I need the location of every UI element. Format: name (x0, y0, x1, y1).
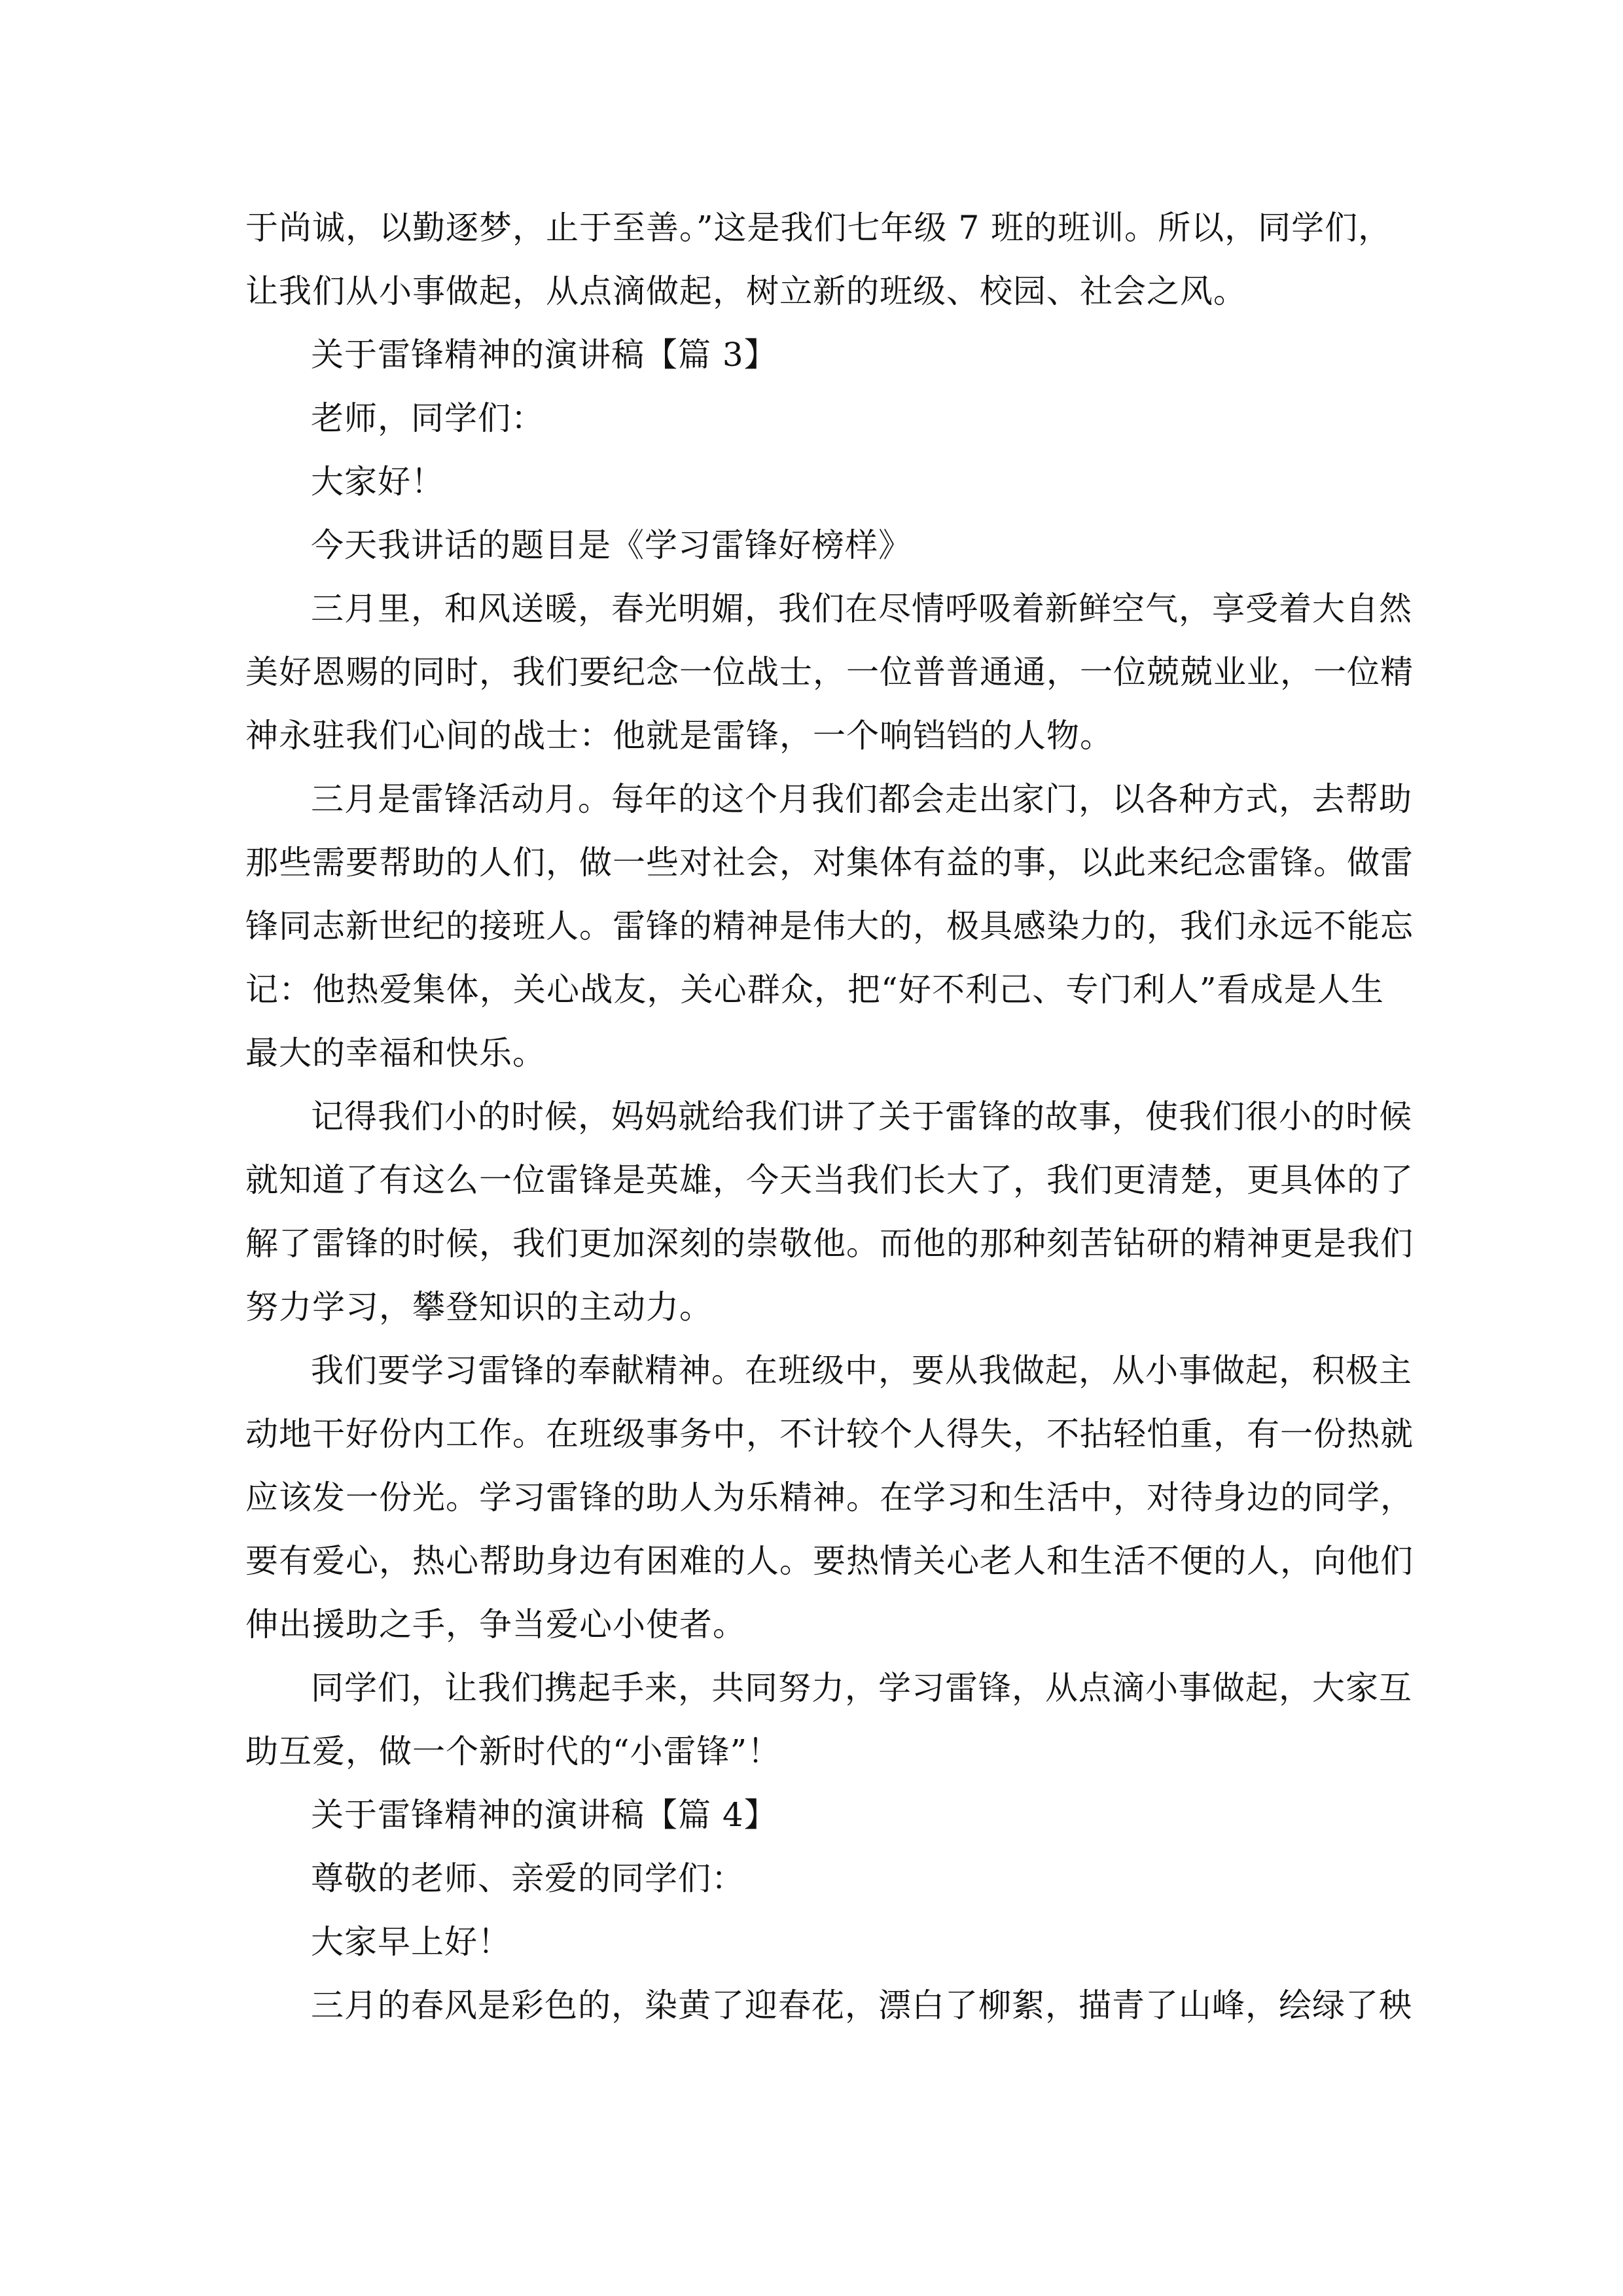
paragraph-line: 应该发一份光。学习雷锋的助人为乐精神。在学习和生活中，对待身边的同学， (245, 1479, 1414, 1516)
paragraph-line: 那些需要帮助的人们，做一些对社会，对集体有益的事，以此来纪念雷锋。做雷 (245, 844, 1414, 882)
paragraph-first-line: 同学们，让我们携起手来，共同努力，学习雷锋，从点滴小事做起，大家互 (311, 1669, 1412, 1707)
paragraph-line: 最大的幸福和快乐。 (245, 1034, 546, 1072)
paragraph-first-line: 我们要学习雷锋的奉献精神。在班级中，要从我做起，从小事做起，积极主 (311, 1352, 1412, 1390)
paragraph-first-line: 三月里，和风送暖，春光明媚，我们在尽情呼吸着新鲜空气，享受着大自然 (311, 590, 1412, 628)
paragraph-line: 伸出援助之手，争当爱心小使者。 (245, 1605, 746, 1643)
paragraph-line: 美好恩赐的同时，我们要纪念一位战士，一位普普通通，一位兢兢业业，一位精 (245, 653, 1414, 691)
paragraph-line: 让我们从小事做起，从点滴做起，树立新的班级、校园、社会之风。 (245, 272, 1247, 310)
paragraph-first-line: 关于雷锋精神的演讲稿【篇 4】 (311, 1796, 777, 1834)
paragraph-line: 神永驻我们心间的战士：他就是雷锋，一个响铛铛的人物。 (245, 717, 1113, 755)
paragraph-line: 于尚诚，以勤逐梦，止于至善。”这是我们七年级 7 班的班训。所以，同学们， (245, 209, 1392, 247)
paragraph-line: 解了雷锋的时候，我们更加深刻的崇敬他。而他的那种刻苦钻研的精神更是我们 (245, 1225, 1414, 1263)
paragraph-first-line: 老师，同学们： (311, 399, 544, 437)
paragraph-first-line: 今天我讲话的题目是《学习雷锋好榜样》 (311, 526, 912, 564)
paragraph-first-line: 大家早上好！ (311, 1923, 511, 1961)
paragraph-first-line: 尊敬的老师、亲爱的同学们： (311, 1859, 745, 1897)
paragraph-first-line: 大家好！ (311, 463, 444, 501)
paragraph-line: 记：他热爱集体，关心战友，关心群众，把“好不利己、专门利人”看成是人生 (245, 971, 1384, 1009)
paragraph-line: 努力学习，攀登知识的主动力。 (245, 1288, 713, 1326)
paragraph-line: 就知道了有这么一位雷锋是英雄，今天当我们长大了，我们更清楚，更具体的了 (245, 1161, 1414, 1199)
paragraph-first-line: 记得我们小的时候，妈妈就给我们讲了关于雷锋的故事，使我们很小的时候 (311, 1098, 1412, 1136)
paragraph-line: 动地干好份内工作。在班级事务中，不计较个人得失，不拈轻怕重，有一份热就 (245, 1415, 1414, 1453)
document-body (245, 196, 1414, 2037)
paragraph-first-line: 关于雷锋精神的演讲稿【篇 3】 (311, 336, 777, 374)
paragraph-first-line: 三月的春风是彩色的，染黄了迎春花，漂白了柳絮，描青了山峰，绘绿了秧 (311, 1986, 1412, 2024)
paragraph-line: 要有爱心，热心帮助身边有困难的人。要热情关心老人和生活不便的人，向他们 (245, 1542, 1414, 1580)
paragraph-line: 锋同志新世纪的接班人。雷锋的精神是伟大的，极具感染力的，我们永远不能忘 (245, 907, 1414, 945)
paragraph-first-line: 三月是雷锋活动月。每年的这个月我们都会走出家门，以各种方式，去帮助 (311, 780, 1412, 818)
paragraph-line: 助互爱，做一个新时代的“小雷锋”！ (245, 1732, 781, 1770)
